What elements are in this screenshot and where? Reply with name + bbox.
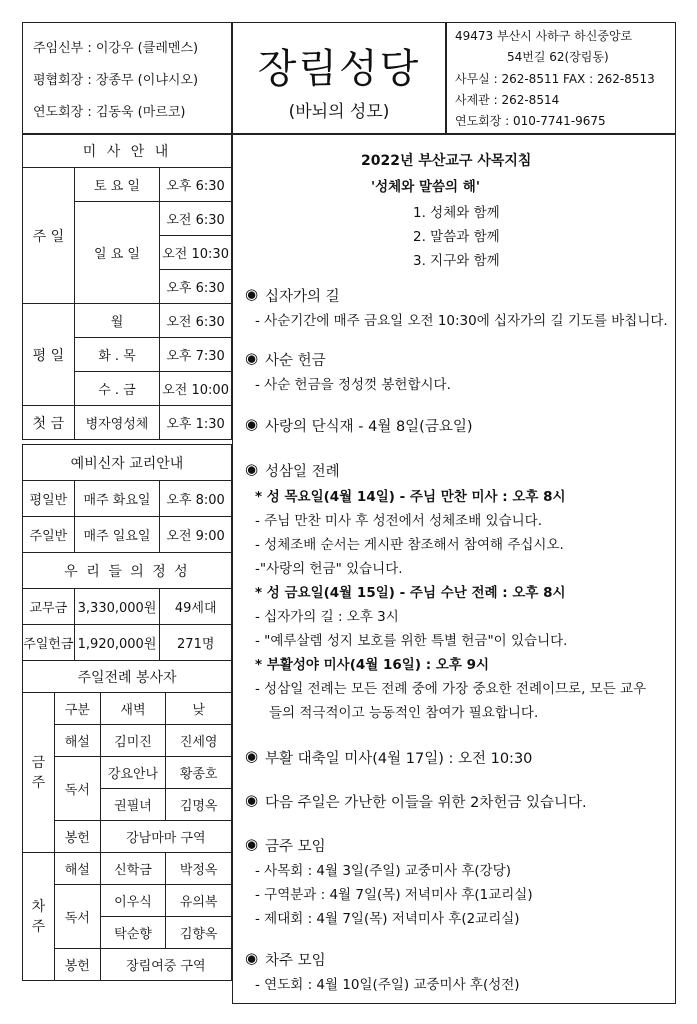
day-header: 낮 (166, 693, 232, 725)
lent-title: 사순 헌금 (265, 353, 326, 369)
saturday-time: 오후 6:30 (160, 168, 232, 202)
sunday-time-1: 오전 6:30 (160, 202, 232, 236)
diocese-title: 2022년 부산교구 사목지침 (361, 153, 532, 169)
group-header: 구분 (54, 693, 100, 725)
next-commentary-day: 박정옥 (166, 853, 232, 885)
sunday-offering-amount: 1,920,000원 (74, 625, 160, 661)
next-commentary-label: 해설 (54, 853, 100, 885)
sunday-label: 주 일 (23, 168, 75, 304)
sunday-time-2: 오전 10:30 (160, 236, 232, 270)
first-friday-time: 오후 1:30 (160, 406, 232, 440)
commentary-label: 해설 (54, 725, 100, 757)
weekday-time-2: 오후 7:30 (160, 338, 232, 372)
bullet-icon: ◉ (245, 285, 259, 303)
header-staff-box (22, 22, 232, 134)
next-reading-label: 독서 (54, 885, 100, 949)
triduum-line-10: 들의 적극적이고 능동적인 참여가 필요합니다. (269, 705, 539, 721)
second-collection-title: 다음 주일은 가난한 이들을 위한 2차헌금 있습니다. (265, 795, 587, 811)
pastor-line: 주임신부 : 이강우 (클레멘스) (33, 41, 199, 56)
next-reading-dawn-2: 탁순향 (100, 917, 166, 949)
bullet-icon: ◉ (245, 949, 259, 967)
council-line: 평협회장 : 장종무 (이냐시오) (33, 73, 199, 88)
mass-heading: 미 사 안 내 (23, 135, 232, 168)
next-meeting-title: 차주 모임 (265, 953, 326, 969)
sunday-class-time: 오전 9:00 (160, 517, 232, 553)
tithe-count: 49세대 (160, 589, 232, 625)
next-reading-dawn-1: 이우식 (100, 885, 166, 917)
first-friday-label: 첫 금 (23, 406, 75, 440)
this-reading-dawn-1: 강요안나 (100, 757, 166, 789)
triduum-title: 성삼일 전례 (265, 464, 340, 480)
sunday-offering-label: 주일헌금 (23, 625, 75, 661)
triduum-line-3: - 성체조배 순서는 게시판 참조해서 참여해 주십시오. (255, 537, 564, 553)
catechumen-heading: 예비신자 교리안내 (23, 445, 232, 481)
this-reading-day-1: 황종호 (166, 757, 232, 789)
next-commentary-dawn: 신학금 (100, 853, 166, 885)
triduum-line-2: - 주님 만찬 미사 후 성전에서 성체조배 있습니다. (255, 513, 542, 529)
next-reading-day-1: 유의복 (166, 885, 232, 917)
weekday-day-2: 화 . 목 (74, 338, 159, 372)
this-reading-day-2: 김명옥 (166, 789, 232, 821)
diocese-item-1: 1. 성체와 함께 (413, 205, 500, 221)
sunday-class-label: 주일반 (23, 517, 75, 553)
parish-subtitle: (바뇌의 성모) (288, 102, 390, 122)
easter-title: 부활 대축일 미사(4월 17일) : 오전 10:30 (265, 751, 533, 767)
sunday-day-label: 일 요 일 (74, 202, 159, 304)
address-line-1: 49473 부산시 사하구 하신중앙로 (455, 29, 633, 43)
next-offertory: 장림여중 구역 (100, 949, 231, 981)
stations-title: 십자가의 길 (265, 289, 340, 305)
tithe-amount: 3,330,000원 (74, 589, 160, 625)
this-meeting-line-2: - 구역분과 : 4월 7일(목) 저녁미사 후(1교리실) (255, 887, 533, 903)
bullet-icon: ◉ (245, 460, 259, 478)
weekday-time-1: 오전 6:30 (160, 304, 232, 338)
offering-table (22, 552, 232, 661)
triduum-line-8: * 부활성야 미사(4월 16일) : 오후 9시 (255, 657, 490, 673)
weekday-day-3: 수 . 금 (74, 372, 159, 406)
next-offertory-label: 봉헌 (54, 949, 100, 981)
association-line: 연도회장 : 김동욱 (마르코) (33, 105, 186, 120)
next-meeting-line-1: - 연도회 : 4월 10일(주일) 교중미사 후(성전) (255, 977, 520, 993)
catechumen-table (22, 444, 232, 553)
saturday-label: 토 요 일 (74, 168, 159, 202)
sunday-offering-count: 271명 (160, 625, 232, 661)
this-meeting-line-3: - 제대회 : 4월 7일(목) 저녁미사 후(2교리실) (255, 911, 520, 927)
this-meeting-line-1: - 사목회 : 4월 3일(주일) 교중미사 후(강당) (255, 863, 511, 879)
weekday-class-day: 매주 화요일 (74, 481, 160, 517)
next-week-label: 차 주 (23, 853, 55, 981)
triduum-line-4: -"사랑의 헌금" 있습니다. (255, 561, 403, 577)
bullet-icon: ◉ (245, 791, 259, 809)
contact-box (446, 22, 676, 134)
address-line-2: 54번길 62(장림동) (507, 50, 609, 64)
weekday-time-3: 오전 10:00 (160, 372, 232, 406)
triduum-line-1: * 성 목요일(4월 14일) - 주님 만찬 미사 : 오후 8시 (255, 489, 566, 505)
this-reading-dawn-2: 권필녀 (100, 789, 166, 821)
bullet-icon: ◉ (245, 747, 259, 765)
sunday-time-3: 오후 6:30 (160, 270, 232, 304)
weekday-label: 평 일 (23, 304, 75, 406)
stations-text: - 사순기간에 매주 금요일 오전 10:30에 십자가의 길 기도를 바칩니다. (255, 313, 668, 329)
triduum-line-6: - 십자가의 길 : 오후 3시 (255, 609, 399, 625)
offering-heading: 우 리 들 의 정 성 (23, 553, 232, 589)
bullet-icon: ◉ (245, 415, 259, 433)
this-commentary-day: 진세영 (166, 725, 232, 757)
this-commentary-dawn: 김미진 (100, 725, 166, 757)
parish-title-box (232, 22, 446, 134)
first-friday-event: 병자영성체 (74, 406, 159, 440)
this-week-label: 금 주 (23, 693, 55, 853)
triduum-line-9: - 성삼일 전례는 모든 전례 중에 가장 중요한 전례이므로, 모든 교우 (255, 681, 647, 697)
triduum-line-7: - "예루살렘 성지 보호를 위한 특별 헌금"이 있습니다. (255, 633, 568, 649)
fast-title: 사랑의 단식재 - 4월 8일(금요일) (265, 419, 473, 435)
bullet-icon: ◉ (245, 835, 259, 853)
rectory-phone: 사제관 : 262-8514 (455, 93, 560, 107)
diocese-theme: '성체와 말씀의 해' (371, 179, 480, 195)
bullet-icon: ◉ (245, 349, 259, 367)
this-offertory: 강남마마 구역 (100, 821, 231, 853)
triduum-line-5: * 성 금요일(4월 15일) - 주님 수난 전례 : 오후 8시 (255, 585, 566, 601)
next-reading-day-2: 김향옥 (166, 917, 232, 949)
mass-schedule-table (22, 134, 232, 440)
diocese-item-2: 2. 말씀과 함께 (413, 229, 500, 245)
sunday-class-day: 매주 일요일 (74, 517, 160, 553)
weekday-day-1: 월 (74, 304, 159, 338)
tithe-label: 교무금 (23, 589, 75, 625)
reading-label: 독서 (54, 757, 100, 821)
parish-title: 장림성당 (257, 46, 421, 92)
diocese-item-3: 3. 지구와 함께 (413, 253, 500, 269)
weekday-class-time: 오후 8:00 (160, 481, 232, 517)
servers-heading: 주일전례 봉사자 (23, 661, 232, 693)
dawn-header: 새벽 (100, 693, 166, 725)
association-phone: 연도회장 : 010-7741-9675 (455, 114, 606, 128)
servers-table (22, 660, 232, 981)
lent-text: - 사순 헌금을 정성껏 봉헌합시다. (255, 377, 451, 393)
notices-panel (232, 134, 676, 1004)
this-meeting-title: 금주 모임 (265, 839, 326, 855)
weekday-class-label: 평일반 (23, 481, 75, 517)
offertory-label: 봉헌 (54, 821, 100, 853)
office-phone: 사무실 : 262-8511 FAX : 262-8513 (455, 72, 655, 86)
